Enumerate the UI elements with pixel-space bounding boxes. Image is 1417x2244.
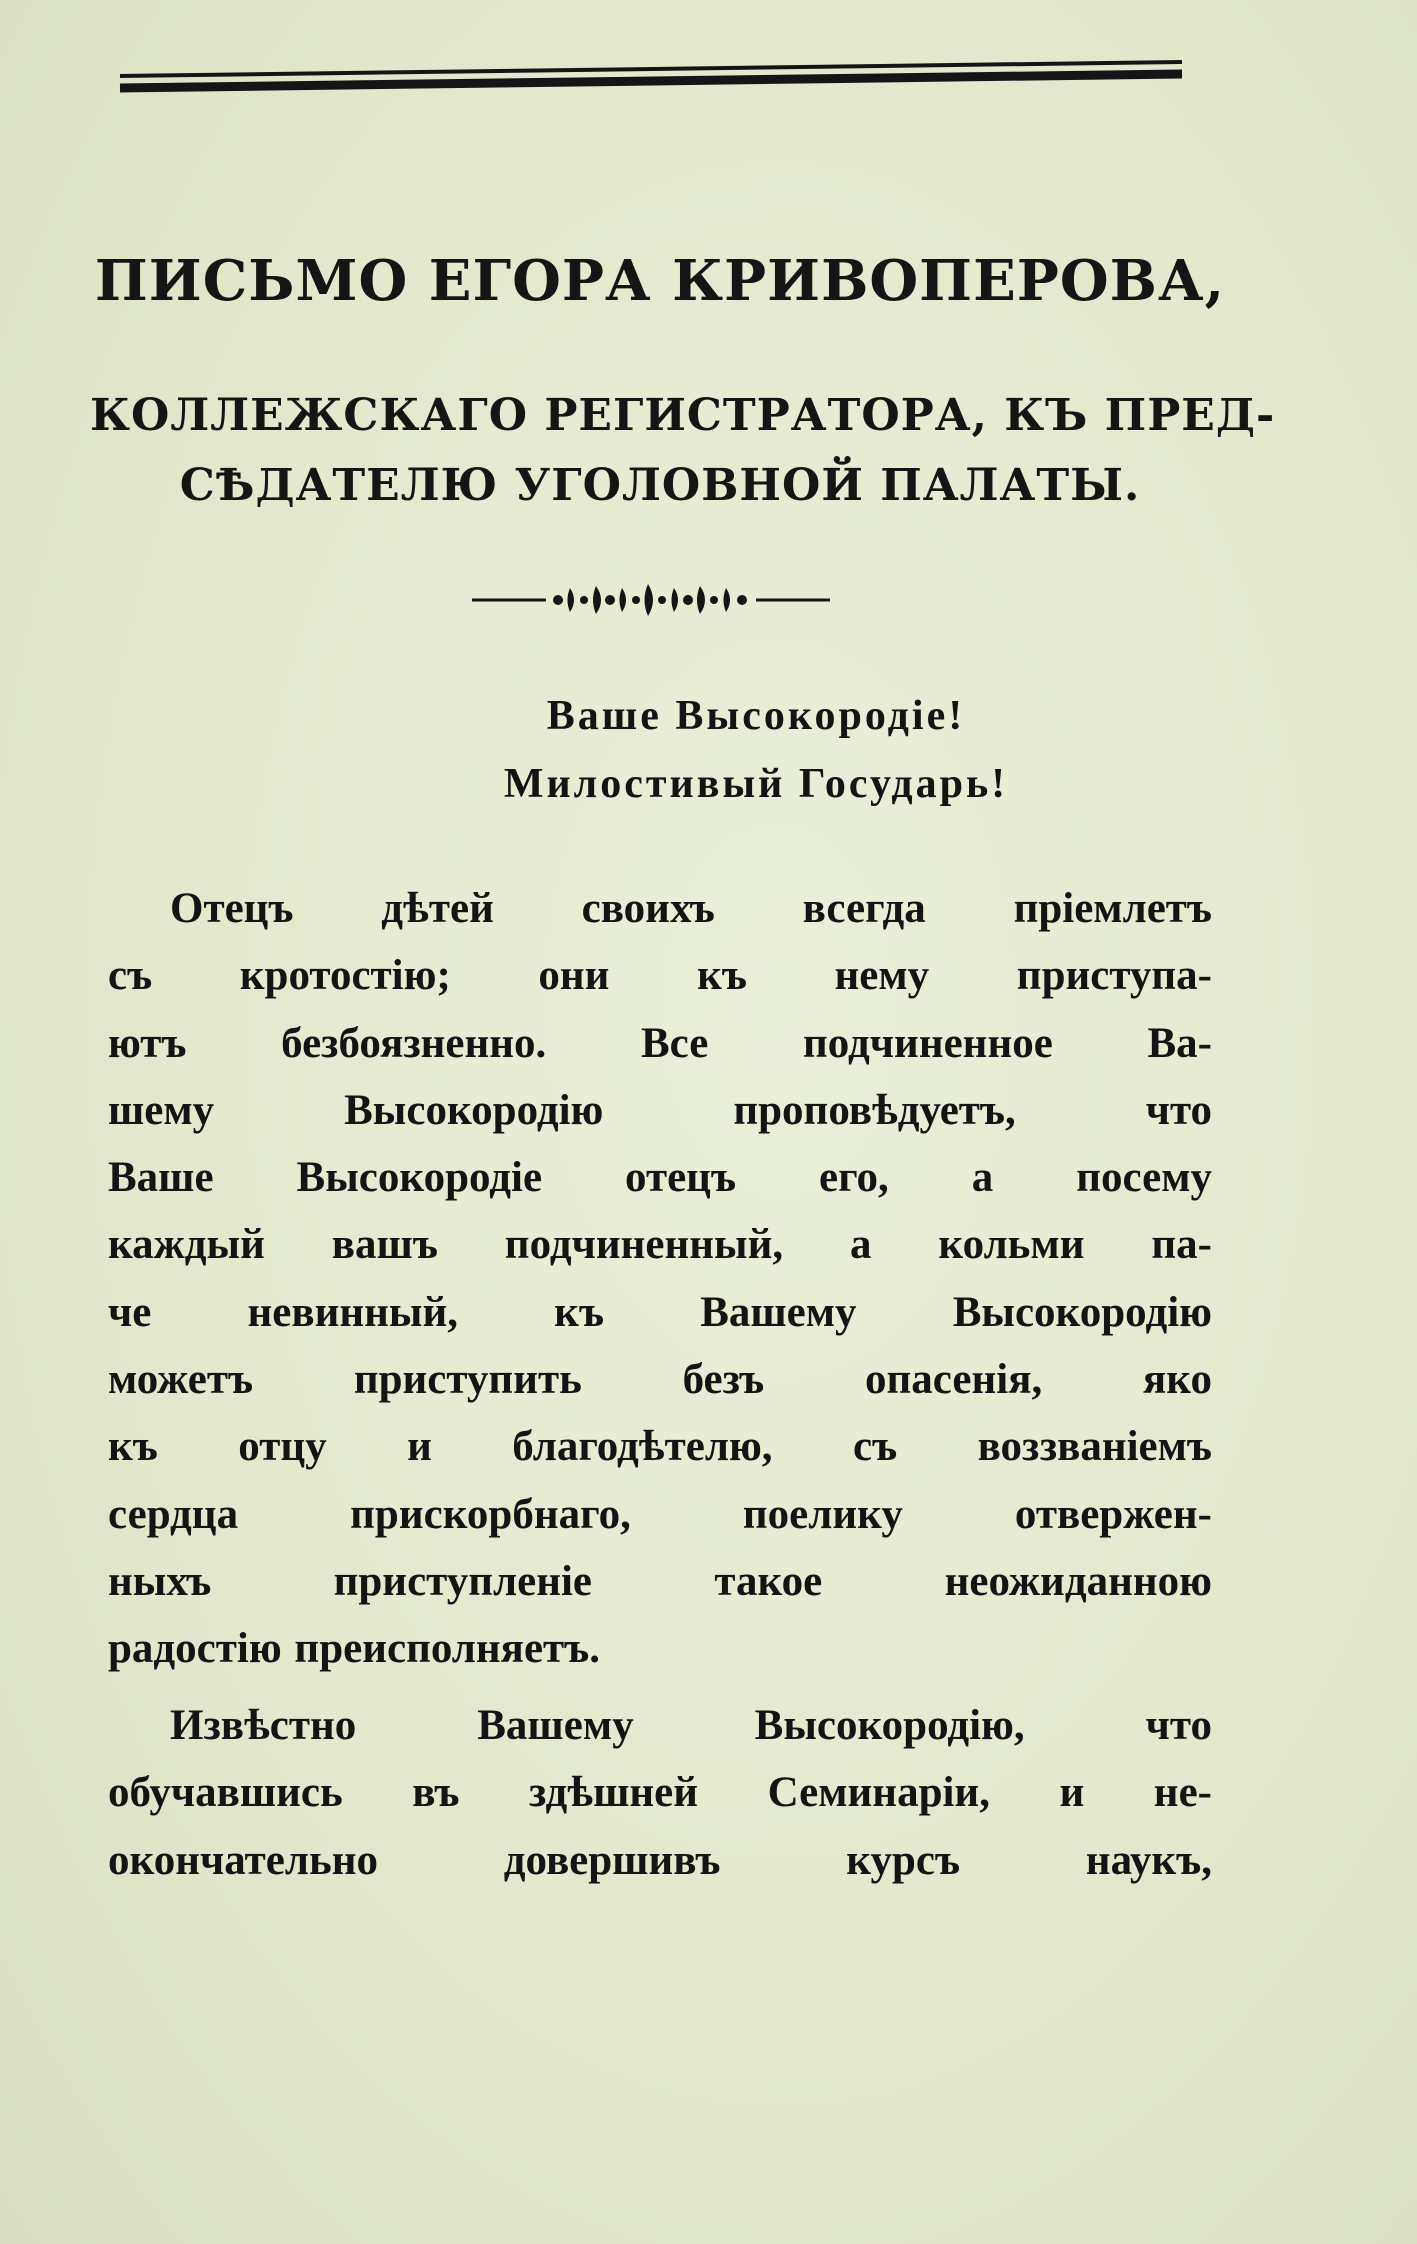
- salutation-line-2: Милостивый Государь!: [503, 761, 1009, 807]
- text-line: ютъ безбоязненно. Все подчиненное Ва-: [108, 1019, 1212, 1067]
- text-line: че невинный, къ Вашему Высокородію: [108, 1288, 1212, 1336]
- text-line: Ваше Высокородіе отецъ его, а посему: [108, 1154, 1212, 1202]
- text-line: съ кротостію; они къ нему приступа-: [108, 952, 1212, 1000]
- text-line: шему Высокородію проповѣдуетъ, что: [108, 1086, 1212, 1134]
- text-line: радостію преисполняетъ.: [108, 1625, 600, 1673]
- text-line: къ отцу и благодѣтелю, съ воззваніемъ: [108, 1423, 1212, 1471]
- letter-subtitle-line-2: СѢДАТЕЛЮ УГОЛОВНОЙ ПАЛАТЫ.: [179, 460, 1141, 511]
- salutation-line-1: Ваше Высокородіе!: [546, 693, 966, 739]
- text-line: ныхъ приступленіе такое неожиданною: [108, 1557, 1212, 1605]
- letter-subtitle-line-1: КОЛЛЕЖСКАГО РЕГИСТРАТОРА, КЪ ПРЕД-: [90, 390, 1276, 441]
- text-line: окончательно довершивъ курсъ наукъ,: [108, 1836, 1212, 1884]
- text-line: Отецъ дѣтей своихъ всегда пріемлетъ: [170, 885, 1212, 932]
- text-line: можетъ приступить безъ опасенія, яко: [108, 1356, 1212, 1404]
- text-line: сердца прискорбнаго, поелику отвержен-: [108, 1490, 1212, 1538]
- text-line: каждый вашъ подчиненный, а кольми па-: [108, 1221, 1212, 1269]
- body-paragraph-2: [108, 1692, 1212, 1894]
- body-paragraph-1: [108, 875, 1212, 1683]
- text-line: обучавшись въ здѣшней Семинаріи, и не-: [108, 1769, 1212, 1817]
- letter-title: ПИСЬМО ЕГОРА КРИВОПЕРОВА,: [94, 248, 1226, 314]
- decorative-ornament-divider: [470, 576, 832, 622]
- top-double-rule: [118, 56, 1184, 112]
- text-line: Извѣстно Вашему Высокородію, что: [170, 1702, 1212, 1749]
